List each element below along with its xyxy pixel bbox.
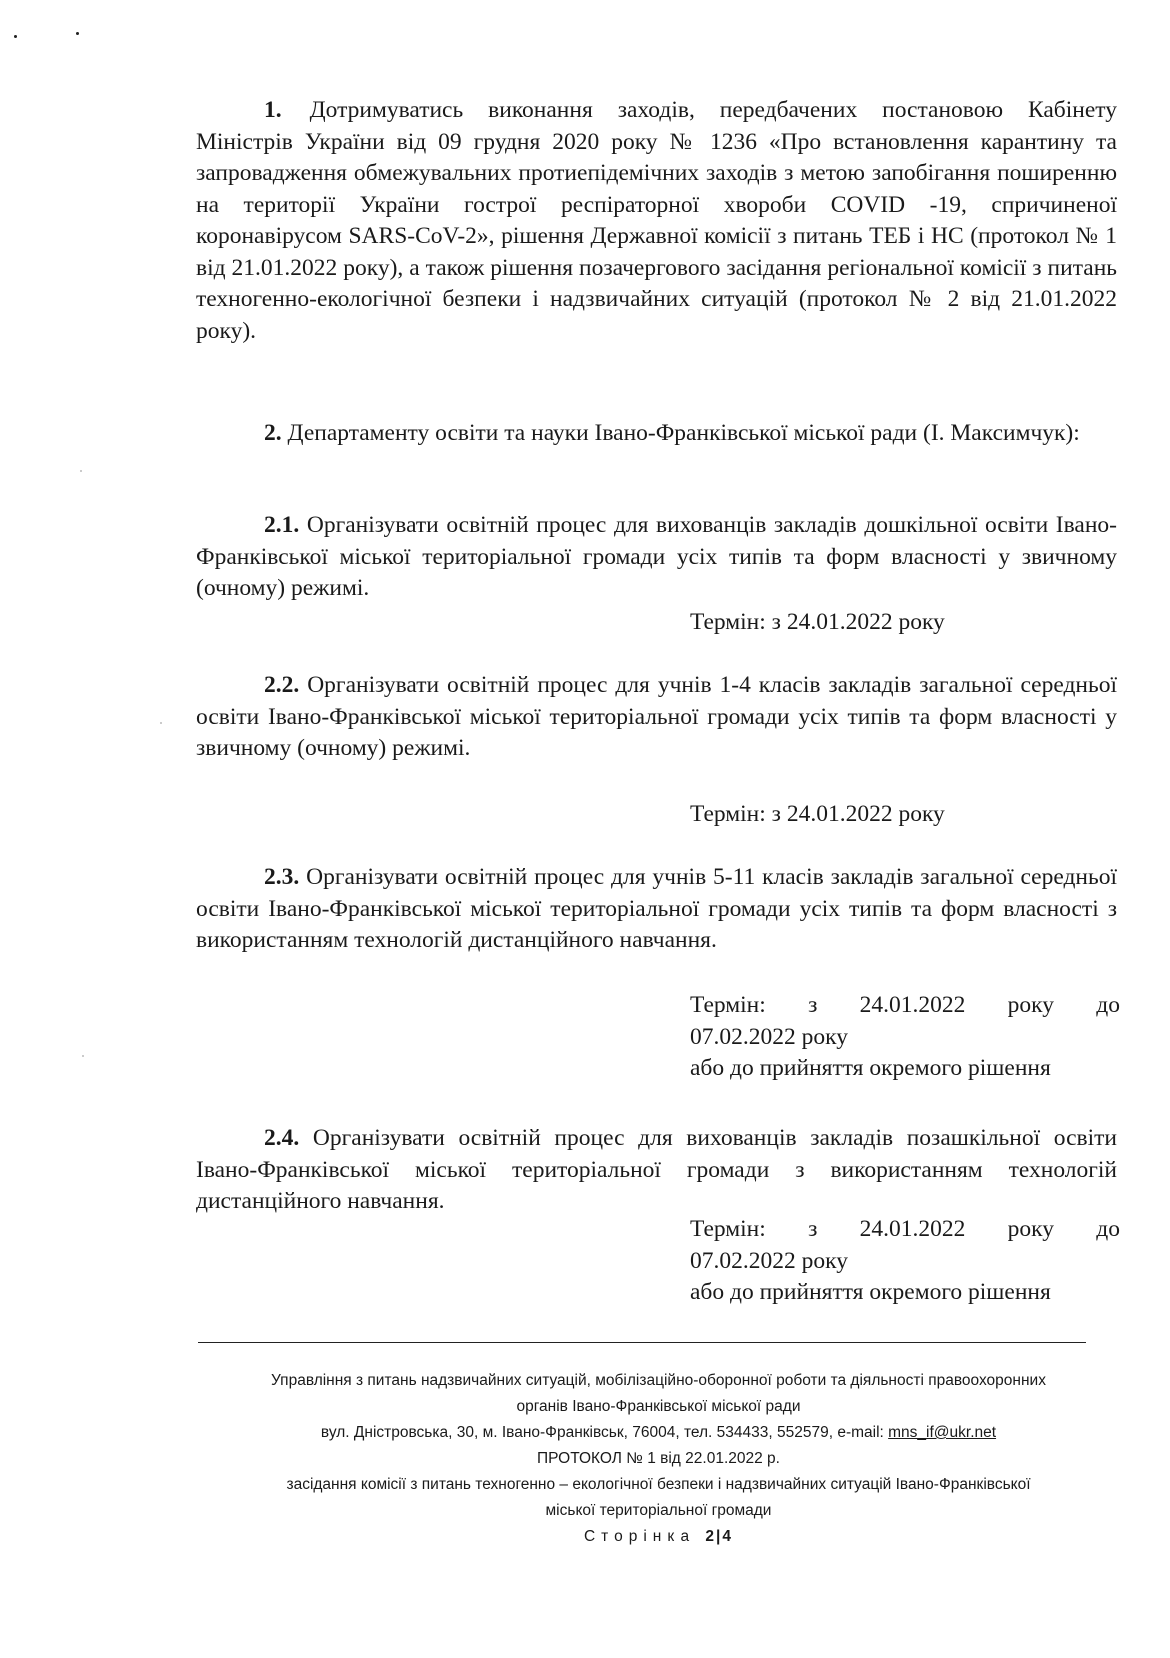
footer-protocol: ПРОТОКОЛ № 1 від 22.01.2022 р. — [537, 1450, 780, 1467]
item-text: Організувати освітній процес для учнів 5-11 класів закладів загальної середньої освіти Івано-Франківської міської територіальної громади усіх типів та форм власності з використанням технологій дистанційного навчання. — [196, 864, 1118, 953]
deadline-text: Термін: з 24.01.2022 року до — [690, 992, 1120, 1018]
deadline-condition: або до прийняття окремого рішення — [690, 1055, 1051, 1081]
footer-department-cont: органів Івано-Франківської міської ради — [516, 1398, 801, 1415]
deadline-date: 07.02.2022 року — [690, 1247, 848, 1274]
deadline-text: Термін: з 24.01.2022 року — [690, 801, 945, 827]
deadline-text: Термін: з 24.01.2022 року — [690, 609, 945, 635]
footer — [196, 1368, 1121, 1550]
scan-speck — [14, 35, 17, 38]
item-number: 2.2. — [264, 672, 300, 698]
item-number: 2.1. — [264, 512, 300, 538]
item-text: Організувати освітній процес для вихованців закладів дошкільної освіти Івано-Франківської міської територіальної громади усіх типів та форм власності у звичному (очному) режимі. — [196, 512, 1117, 601]
item-text: Організувати освітній процес для вихованців закладів позашкільної освіти Івано-Франківської міської територіальної громади з використанням технологій дистанційного навчання. — [196, 1125, 1117, 1214]
footer-address — [196, 1420, 1121, 1446]
footer-address-text: вул. Дністровська, 30, м. Івано-Франківськ, 76004, тел. 534433, 552579, e-mail: — [320, 1424, 889, 1441]
deadline-2-3 — [690, 990, 1120, 1085]
deadline-2-4 — [690, 1214, 1120, 1309]
item-text: Департаменту освіти та науки Івано-Франківської міської ради (І. Максимчук): — [287, 420, 1080, 446]
paragraph-1 — [196, 95, 1117, 347]
footer-meeting: засідання комісії з питань техногенно – екологічної безпеки і надзвичайних ситуацій Івано-Франківської — [286, 1476, 1031, 1493]
footer-meeting-cont: міської територіальної громади — [545, 1502, 772, 1519]
item-number: 2. — [264, 420, 282, 446]
email-link[interactable]: mns_if@ukr.net — [888, 1424, 997, 1441]
scan-speck — [76, 32, 79, 35]
item-text: Дотримуватись виконання заходів, передбачених постановою Кабінету Міністрів України від 09 грудня 2020 року № 1236 «Про встановлення карантину та запровадження обмежувальних протиепідемічних заходів з метою запобігання поширенню на території України гострої респіраторної хвороби COVID -19, спричиненої коронавірусом SARS-CoV-2», рішення Державної комісії з питань ТЕБ і НС (протокол № 1 від 21.01.2022 року), а також рішення позачергового засідання регіональної комісії з питань техногенно-екологічної безпеки і надзвичайних ситуацій (протокол № 2 від 21.01.2022 року). — [196, 97, 1117, 344]
page-number — [196, 1524, 1121, 1550]
paragraph-2 — [196, 418, 1117, 450]
paragraph-2-2 — [196, 670, 1117, 765]
footer-divider — [198, 1342, 1086, 1343]
page-total: 4 — [722, 1528, 733, 1545]
footer-department: Управління з питань надзвичайних ситуацій, мобілізаційно-оборонної роботи та діяльності правоохоронних — [271, 1372, 1046, 1389]
deadline-text: Термін: з 24.01.2022 року до — [690, 1216, 1120, 1242]
page-separator: | — [716, 1528, 723, 1545]
scan-speck — [80, 470, 82, 472]
scan-speck — [82, 1055, 84, 1057]
deadline-date: 07.02.2022 року — [690, 1023, 848, 1050]
deadline-2-2 — [690, 799, 1120, 831]
paragraph-2-4 — [196, 1123, 1117, 1218]
page-current: 2 — [705, 1528, 717, 1545]
item-number: 1. — [264, 97, 282, 123]
paragraph-2-1 — [196, 510, 1117, 605]
item-number: 2.3. — [264, 864, 300, 890]
item-number: 2.4. — [264, 1125, 300, 1151]
deadline-condition: або до прийняття окремого рішення — [690, 1279, 1051, 1305]
paragraph-2-3 — [196, 862, 1117, 957]
deadline-2-1 — [690, 607, 1120, 639]
item-text: Організувати освітній процес для учнів 1-4 класів закладів загальної середньої освіти Івано-Франківської міської територіальної громади усіх типів та форм власності у звичному (очному) режимі. — [196, 672, 1117, 761]
scan-speck — [160, 722, 162, 724]
page-label: Сторінка — [583, 1528, 696, 1545]
